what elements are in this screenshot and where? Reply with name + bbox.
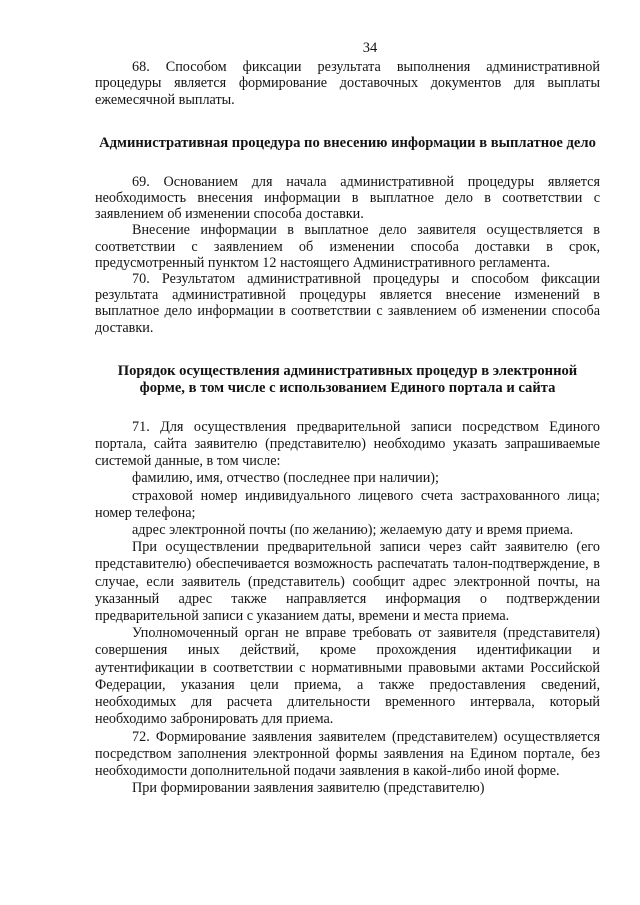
paragraph-71-confirmation: При осуществлении предварительной записи через сайт заявителю (его представителю) обеспечивается возможность распечатать талон-подтверждение, в случае, если заявитель (представитель) сообщит адрес электронной почты, на указанный адрес также направляется информация о подтверждении предварительной записи с указанием даты, времени и места приема. — [95, 539, 600, 625]
paragraph-71-item-snils: страховой номер индивидуального лицевого счета застрахованного лица; номер телефона; — [95, 487, 600, 521]
paragraph-69: 69. Основанием для начала административной процедуры является необходимость внесения информации в выплатное дело в соответствии с заявлением об изменении способа доставки. — [95, 173, 600, 223]
section-electronic-procedures-body — [95, 419, 600, 797]
paragraph-72-continued: При формировании заявления заявителю (представителю) — [132, 780, 485, 797]
paragraph-71-item-name: фамилию, имя, отчество (последнее при наличии); — [132, 470, 439, 487]
paragraph-69-continued: Внесение информации в выплатное дело заявителя осуществляется в соответствии с заявлением об изменении способа доставки в срок, предусмотренный пунктом 12 настоящего Административного регламента. — [95, 222, 600, 271]
paragraph-71-restrictions: Уполномоченный орган не вправе требовать от заявителя (представителя) совершения иных действий, кроме прохождения идентификации и аутентификации в соответствии с нормативными правовыми актами Российской Федерации, указания цели приема, а также предоставления сведений, необходимых для расчета длительности временного интервала, который необходимо забронировать для приема. — [95, 625, 600, 728]
page-number: 34 — [362, 40, 378, 56]
paragraph-72: 72. Формирование заявления заявителем (представителем) осуществляется посредством заполнения электронной формы заявления на Едином портале, без необходимости дополнительной подачи заявления в какой-либо иной форме. — [95, 728, 600, 779]
paragraph-71: 71. Для осуществления предварительной записи посредством Единого портала, сайта заявителю (представителю) необходимо указать запрашиваемые системой данные, в том числе: — [95, 418, 600, 470]
paragraph-70: 70. Результатом административной процедуры и способом фиксации результата административной процедуры является внесение изменений в выплатное дело информации в соответствии с заявлением об изменении способа доставки. — [95, 271, 600, 336]
section-heading-payout-case: Административная процедура по внесению информации в выплатное дело — [99, 134, 596, 151]
spacer — [95, 108, 600, 135]
paragraph-68: 68. Способом фиксации результата выполнения административной процедуры является формирование доставочных документов для выплаты ежемесячной выплаты. — [95, 59, 600, 108]
paragraph-71-item-email: адрес электронной почты (по желанию); желаемую дату и время приема. — [132, 522, 574, 539]
section-heading-electronic-procedures: Порядок осуществления административных процедур в электронной форме, в том числе с использованием Единого портала и сайта — [117, 362, 578, 396]
spacer — [95, 397, 600, 419]
spacer — [95, 152, 600, 174]
spacer — [95, 336, 600, 363]
